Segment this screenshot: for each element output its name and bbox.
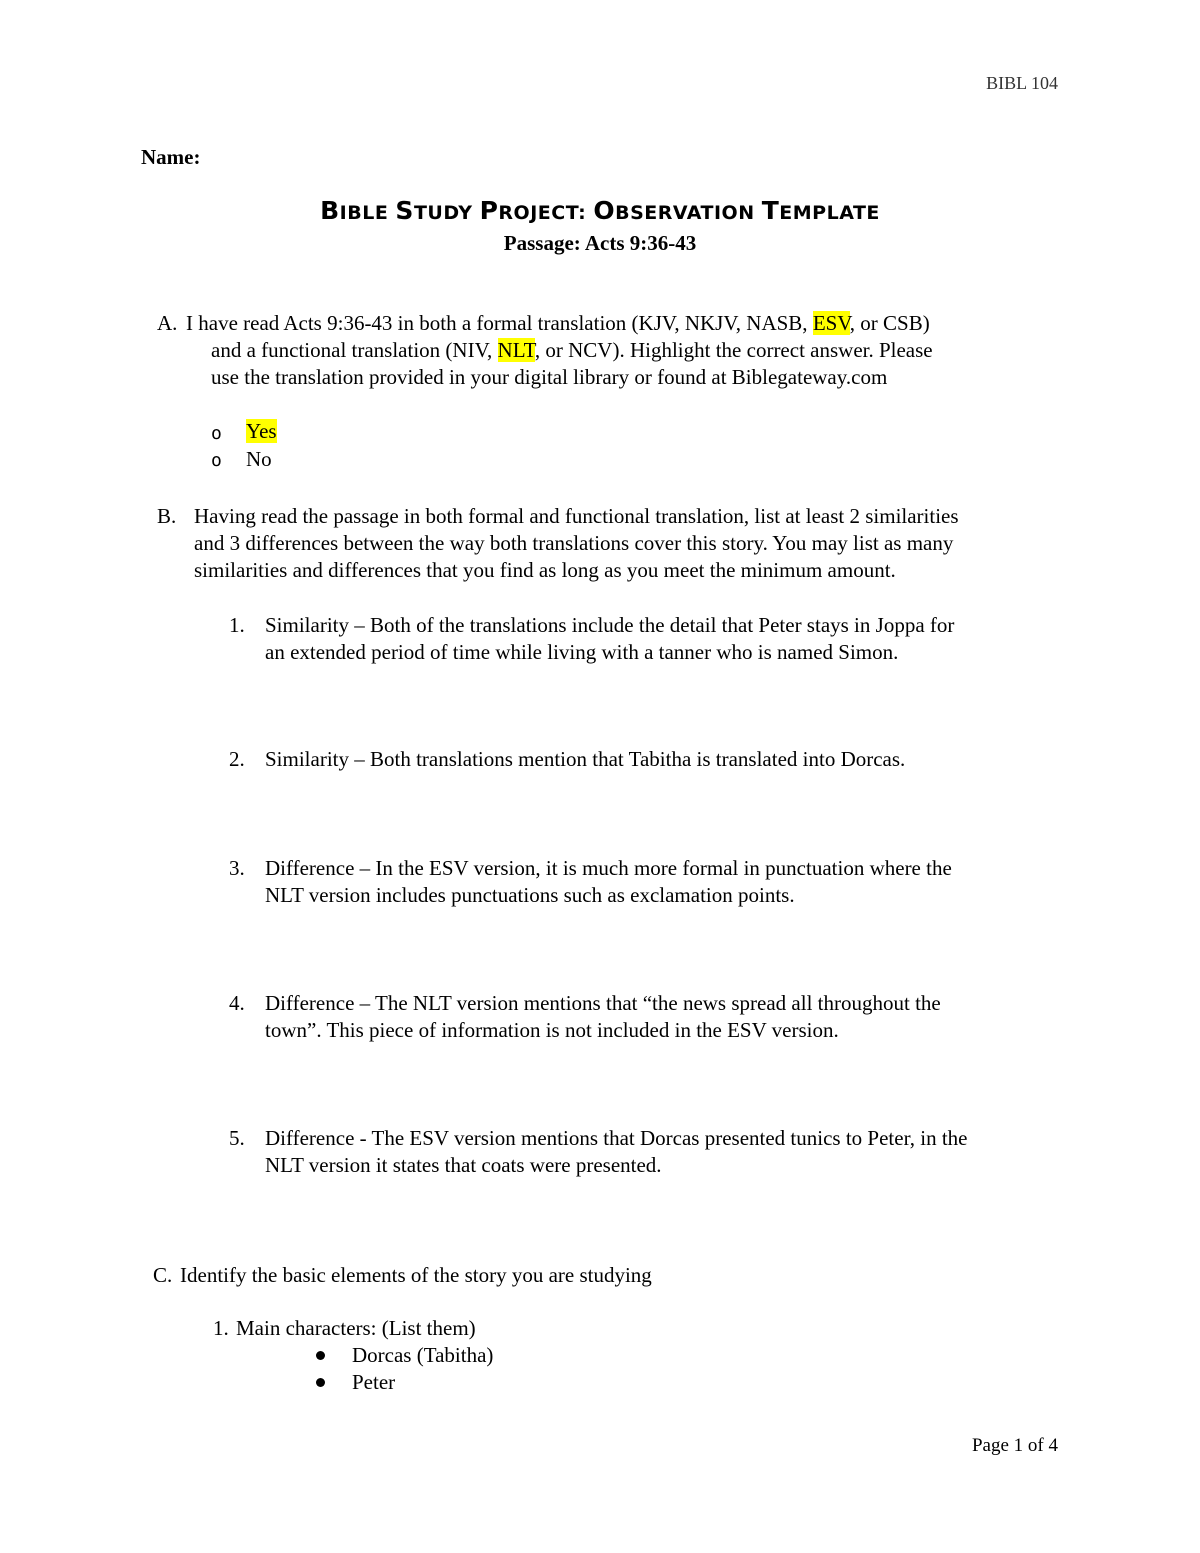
- list-item-text: town”. This piece of information is not included in the ESV version.: [265, 1018, 839, 1042]
- title-rest: TUDY: [413, 202, 480, 224]
- section-a-text: , or NCV). Highlight the correct answer. Please: [534, 338, 933, 362]
- section-a-text: and a functional translation (NIV,: [211, 338, 498, 362]
- sub-item-text: Main characters: (List them): [236, 1316, 476, 1340]
- section-b-line: Having read the passage in both formal and functional translation, list at least 2 similarities: [194, 504, 959, 528]
- section-a-marker: A.: [157, 311, 178, 335]
- list-item-number: 5.: [229, 1126, 245, 1150]
- document-title: [0, 196, 1200, 228]
- course-code: BIBL 104: [986, 73, 1058, 93]
- list-item-number: 2.: [229, 747, 245, 771]
- character-item: Dorcas (Tabitha): [352, 1343, 494, 1367]
- title-rest: ROJECT:: [498, 202, 594, 224]
- section-a-line3: use the translation provided in your digital library or found at Biblegateway.com: [211, 365, 888, 389]
- title-cap: B: [320, 196, 340, 225]
- list-item-text: an extended period of time while living with a tanner who is named Simon.: [265, 640, 899, 664]
- option-yes-label: Yes: [246, 419, 277, 443]
- title-cap: P: [479, 196, 499, 225]
- section-a-line1: [186, 310, 930, 337]
- bullet-dot: [316, 1351, 325, 1360]
- section-b-line: similarities and differences that you find as long as you meet the minimum amount.: [194, 558, 896, 582]
- list-item-text: Similarity – Both of the translations include the detail that Peter stays in Joppa for: [265, 613, 955, 637]
- list-item-number: 3.: [229, 856, 245, 880]
- title-cap: O: [593, 196, 616, 225]
- section-c-marker: C.: [153, 1263, 173, 1287]
- section-a-text: I have read Acts 9:36-43 in both a formal translation (KJV, NKJV, NASB,: [186, 311, 813, 335]
- option-bullet: o: [211, 450, 222, 471]
- name-label: Name:: [141, 145, 201, 169]
- list-item-number: 1.: [229, 613, 245, 637]
- title-rest: IBLE: [339, 202, 396, 224]
- bullet-dot: [316, 1378, 325, 1387]
- passage-reference: Passage: Acts 9:36-43: [503, 231, 697, 255]
- list-item-number: 4.: [229, 991, 245, 1015]
- list-item-text: NLT version includes punctuations such as exclamation points.: [265, 883, 795, 907]
- section-a-line2: [211, 337, 933, 364]
- sub-item-number: 1.: [213, 1316, 229, 1340]
- section-c-text: Identify the basic elements of the story you are studying: [180, 1263, 652, 1287]
- list-item-text: Difference – The NLT version mentions that “the news spread all throughout the: [265, 991, 941, 1015]
- title-cap: S: [395, 196, 414, 225]
- page-number: Page 1 of 4: [971, 1435, 1058, 1456]
- highlight-esv: ESV: [812, 311, 850, 335]
- character-item: Peter: [352, 1370, 396, 1394]
- title-cap: T: [761, 196, 780, 225]
- highlight-nlt: NLT: [497, 338, 535, 362]
- option-no: No: [246, 447, 272, 471]
- list-item-text: NLT version it states that coats were presented.: [265, 1153, 662, 1177]
- option-yes: [246, 418, 277, 445]
- title-rest: BSERVATION: [615, 202, 762, 224]
- title-rest: EMPLATE: [779, 202, 880, 224]
- section-b-marker: B.: [157, 504, 177, 528]
- option-bullet: o: [211, 423, 222, 444]
- list-item-text: Difference - The ESV version mentions that Dorcas presented tunics to Peter, in the: [265, 1126, 968, 1150]
- list-item-text: Difference – In the ESV version, it is much more formal in punctuation where the: [265, 856, 952, 880]
- section-b-line: and 3 differences between the way both translations cover this story. You may list as many: [194, 531, 954, 555]
- section-a-text: , or CSB): [849, 311, 930, 335]
- list-item-text: Similarity – Both translations mention that Tabitha is translated into Dorcas.: [265, 747, 906, 771]
